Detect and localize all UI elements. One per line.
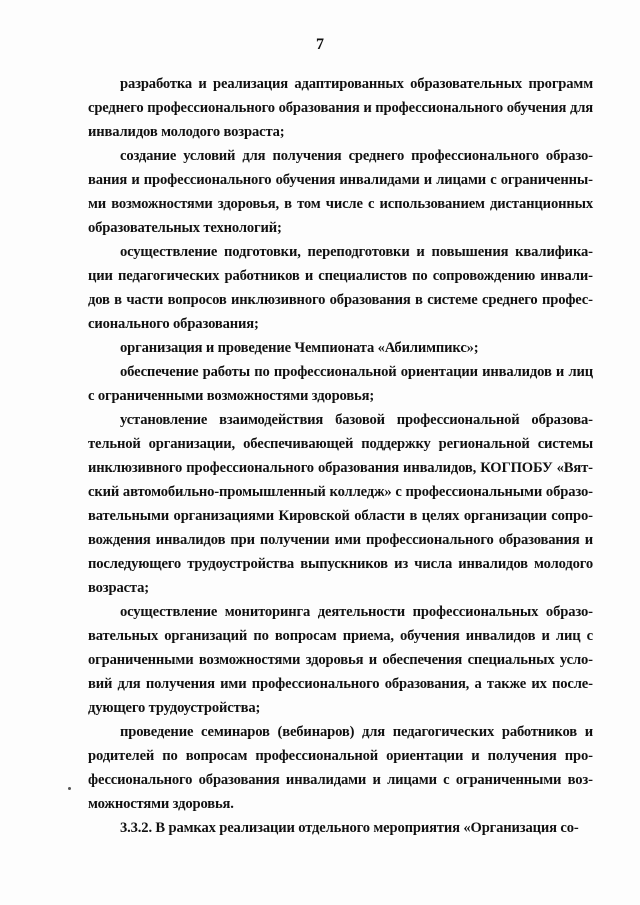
paragraph-training: осуществление подготовки, переподготовки и повышения квалификации педагогических работников и специалистов по сопровождению инвалидов в части вопросов инклюзивного образования в системе среднего профессионального образования; — [88, 244, 593, 332]
paragraph-seminars: проведение семинаров (вебинаров) для педагогических работников и родителей по вопросам профессиональной ориентации и получения профессионального образования инвалидами и лицами с ограниченными возможностями здоровья. — [88, 724, 593, 812]
paragraph-programs: разработка и реализация адаптированных образовательных программ среднего профессионального образования и профессионального обучения для инвалидов молодого возраста; — [88, 76, 593, 140]
paragraph-orientation: обеспечение работы по профессиональной ориентации инвалидов и лиц с ограниченными возможностями здоровья; — [88, 364, 593, 404]
document-body — [88, 72, 593, 840]
scan-speck — [68, 787, 71, 790]
paragraph-monitoring: осуществление мониторинга деятельности профессиональных образовательных организаций по вопросам приема, обучения инвалидов и лиц с ограниченными возможностями здоровья и обеспечения специальных условий для получения ими профессионального образования, а также их последующего трудоустройства; — [88, 604, 593, 716]
paragraph-championship: организация и проведение Чемпионата «Абилимпикс»; — [120, 340, 479, 356]
paragraph-section-3-3-2: 3.3.2. В рамках реализации отдельного мероприятия «Организация со- — [120, 820, 579, 836]
paragraph-interaction: установление взаимодействия базовой профессиональной образовательной организации, обеспечивающей поддержку региональной системы инклюзивного профессионального образования инвалидов, КОГПОБУ «Вятский автомобильно-промышленный колледж» с профессиональными образовательными организациями Кировской области в целях организации сопровождения инвалидов при получении ими профессионального образования и последующего трудоустройства выпускников из числа инвалидов молодого возраста; — [88, 412, 593, 596]
page-number: 7 — [316, 36, 324, 53]
paragraph-conditions: создание условий для получения среднего профессионального образования и профессионального обучения инвалидами и лицами с ограниченными возможностями здоровья, в том числе с использованием дистанционных образовательных технологий; — [88, 148, 593, 236]
